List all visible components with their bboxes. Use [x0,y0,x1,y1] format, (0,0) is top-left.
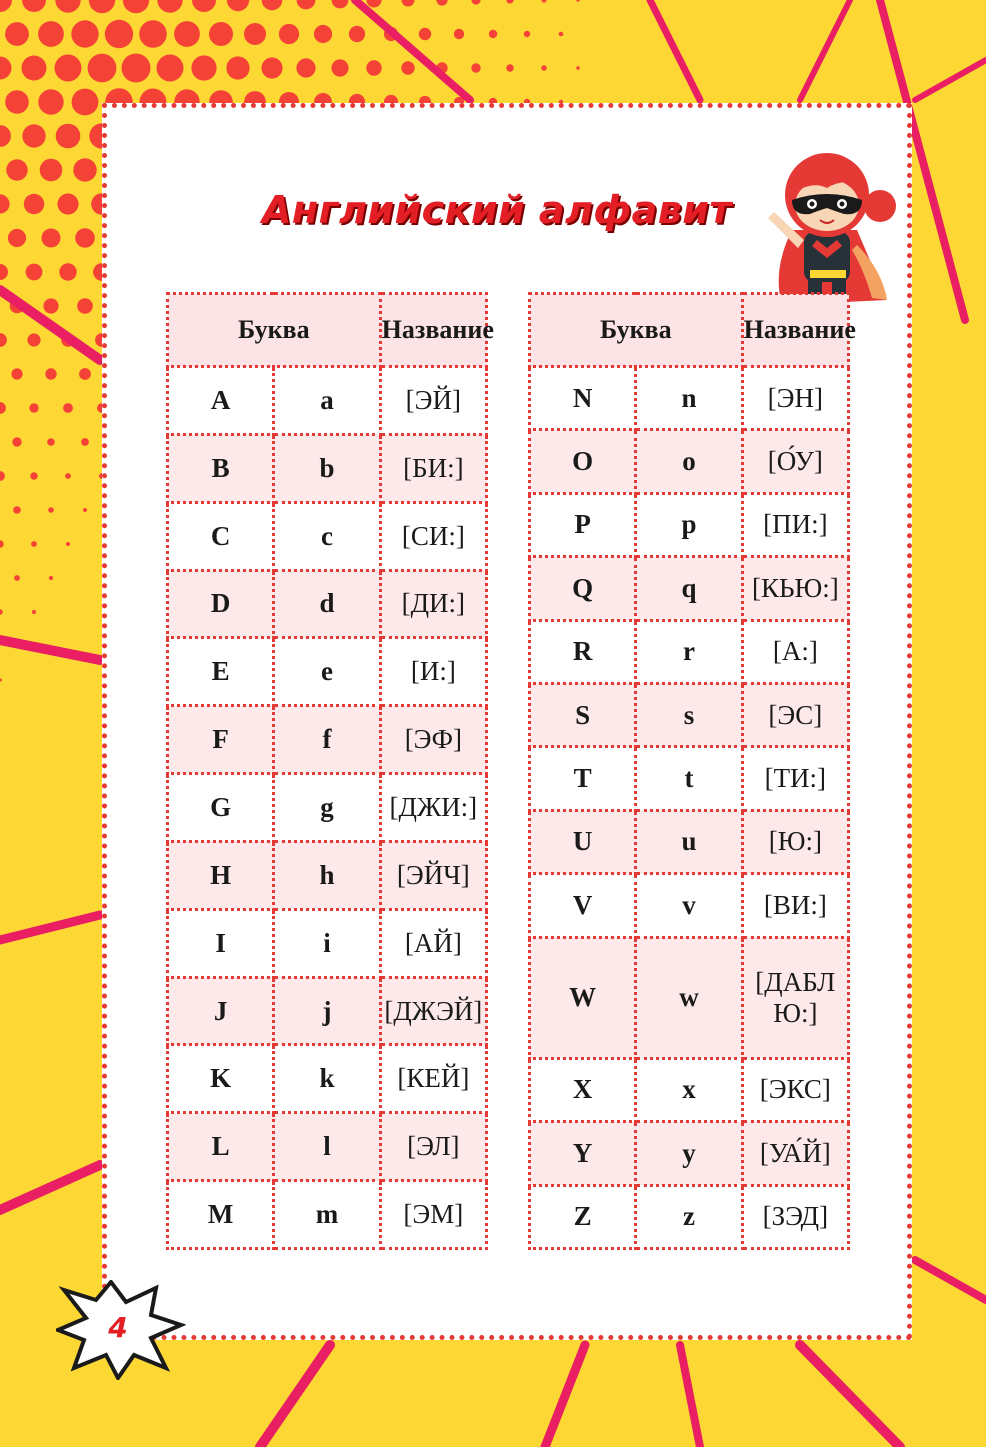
halftone-dot [55,0,80,13]
halftone-dot [24,194,44,214]
halftone-dot [38,89,63,114]
halftone-dot [26,264,43,281]
name-column-header: Название [380,294,486,367]
table-row [530,557,849,620]
halftone-dot [0,540,4,548]
halftone-dot [0,402,6,414]
halftone-dot [66,542,70,546]
uppercase-letter: B [168,434,274,502]
halftone-dot [401,61,414,74]
halftone-dot [244,23,266,45]
halftone-dot [77,298,93,314]
table-row [530,1058,849,1121]
uppercase-letter: Y [530,1122,636,1185]
halftone-dot [0,471,5,481]
lowercase-letter: o [636,430,742,493]
uppercase-letter: S [530,683,636,746]
alphabet-table-a-m [166,292,494,1250]
letter-name: [ЭФ] [380,706,486,774]
halftone-dot [38,21,64,47]
lowercase-letter: a [274,367,380,435]
halftone-dot [63,403,73,413]
alphabet-table-n-z [528,292,856,1250]
halftone-dot [12,437,21,446]
halftone-dot [31,541,37,547]
lowercase-letter: g [274,774,380,842]
lowercase-letter: s [636,683,742,746]
halftone-dot [42,229,61,248]
table-row [168,570,487,638]
lowercase-letter: f [274,706,380,774]
letter-name: [БИ:] [380,434,486,502]
halftone-dot [576,66,580,70]
table-header-row [168,294,487,367]
letter-name: [ДИ:] [380,570,486,638]
halftone-dot [139,20,167,48]
letter-name: [И:] [380,638,486,706]
table-row [168,841,487,909]
halftone-dot [489,30,497,38]
halftone-dot [8,229,26,247]
uppercase-letter: C [168,502,274,570]
halftone-dot [122,54,151,83]
uppercase-letter: A [168,367,274,435]
halftone-dot [157,55,184,82]
uppercase-letter: I [168,909,274,977]
table-row [168,774,487,842]
lowercase-letter: n [636,367,742,430]
lowercase-letter: r [636,620,742,683]
letter-name: [ЭЙ] [380,367,486,435]
halftone-dot [402,0,415,7]
halftone-dot [0,609,3,615]
halftone-dot [227,0,249,11]
halftone-dot [22,124,45,147]
uppercase-letter: H [168,841,274,909]
uppercase-letter: Z [530,1185,636,1249]
lowercase-letter: e [274,638,380,706]
halftone-dot [296,58,315,77]
letter-name: [Ю:] [742,810,848,873]
halftone-dot [419,28,431,40]
halftone-dot [43,298,58,313]
halftone-dot [5,90,29,114]
table-row [168,1045,487,1113]
uppercase-letter: R [530,620,636,683]
halftone-dot [65,473,71,479]
halftone-dot [506,64,513,71]
letter-name: [ЭМ] [380,1181,486,1249]
uppercase-letter: V [530,874,636,937]
halftone-dot [83,508,87,512]
table-row [168,502,487,570]
lowercase-letter: k [274,1045,380,1113]
uppercase-letter: G [168,774,274,842]
halftone-dot [0,125,11,147]
letter-name: [ДЖИ:] [380,774,486,842]
letter-name: [ТИ:] [742,747,848,810]
name-column-header: Название [742,294,848,367]
superhero-girl-icon [752,150,902,310]
halftone-dot [367,0,382,8]
halftone-dot [14,575,20,581]
table-row [530,874,849,937]
letter-name: [ДАБЛ Ю:] [742,937,848,1058]
halftone-dot [73,158,96,181]
letter-name: [А:] [742,620,848,683]
halftone-dot [524,31,530,37]
halftone-dot [559,32,564,37]
halftone-dot [88,54,117,83]
table-row [530,683,849,746]
table-row [530,367,849,430]
halftone-dot [541,0,546,3]
halftone-dot [261,57,282,78]
uppercase-letter: X [530,1058,636,1121]
uppercase-letter: Q [530,557,636,620]
halftone-dot [471,0,480,5]
uppercase-letter: L [168,1113,274,1181]
halftone-dot [75,228,95,248]
lowercase-letter: u [636,810,742,873]
halftone-dot [174,21,200,47]
lowercase-letter: i [274,909,380,977]
halftone-dot [226,56,249,79]
table-row [530,810,849,873]
halftone-dot [454,29,464,39]
page-title: Английский алфавит [262,188,732,232]
letter-name: [ЭС] [742,683,848,746]
halftone-dot [56,124,81,149]
uppercase-letter: O [530,430,636,493]
letter-name: [ЭН] [742,367,848,430]
halftone-dot [29,403,38,412]
halftone-dot [123,0,149,13]
letter-name: [АЙ] [380,909,486,977]
halftone-dot [13,506,21,514]
halftone-dot [105,20,133,48]
table-row [530,937,849,1058]
halftone-dot [366,60,381,75]
halftone-dot [48,507,54,513]
table-row [530,430,849,493]
uppercase-letter: F [168,706,274,774]
halftone-dot [331,59,348,76]
halftone-dot [471,63,480,72]
uppercase-letter: D [168,570,274,638]
halftone-dot [506,0,513,4]
lowercase-letter: d [274,570,380,638]
table-row [530,493,849,556]
halftone-dot [81,438,89,446]
halftone-dot [6,159,27,180]
letter-column-header: Буква [530,294,743,367]
uppercase-letter: U [530,810,636,873]
halftone-dot [59,263,76,280]
letter-name: [КЬЮ:] [742,557,848,620]
page-number: 4 [108,1311,128,1344]
table-row [168,638,487,706]
table-row [530,747,849,810]
halftone-dot [436,0,447,6]
letter-name: [СИ:] [380,502,486,570]
table-row [168,706,487,774]
lowercase-letter: h [274,841,380,909]
table-row [168,909,487,977]
lowercase-letter: m [274,1181,380,1249]
table-row [168,1113,487,1181]
halftone-dot [209,22,233,46]
halftone-dot [22,56,47,81]
halftone-dot [22,0,46,12]
halftone-dot [191,55,216,80]
uppercase-letter: P [530,493,636,556]
lowercase-letter: z [636,1185,742,1249]
letter-name: [ЭЛ] [380,1113,486,1181]
halftone-dot [576,0,579,2]
halftone-dot [47,438,55,446]
halftone-dot [192,0,216,12]
letter-name: [ДЖЭЙ] [380,977,486,1045]
letter-name: [О́У] [742,430,848,493]
lowercase-letter: l [274,1113,380,1181]
halftone-dot [57,193,78,214]
halftone-dot [30,472,37,479]
table-row [168,977,487,1045]
lowercase-letter: c [274,502,380,570]
halftone-dot [5,22,29,46]
uppercase-letter: K [168,1045,274,1113]
halftone-dot [0,0,12,12]
halftone-dot [40,159,63,182]
table-row [530,620,849,683]
lowercase-letter: t [636,747,742,810]
halftone-dot [0,194,10,213]
uppercase-letter: W [530,937,636,1058]
table-row [168,367,487,435]
halftone-dot [79,368,91,380]
halftone-dot [297,0,316,9]
letter-name: [ЗЭД] [742,1185,848,1249]
lowercase-letter: j [274,977,380,1045]
lowercase-letter: y [636,1122,742,1185]
letter-column-header: Буква [168,294,381,367]
letter-name: [ВИ:] [742,874,848,937]
lowercase-letter: x [636,1058,742,1121]
halftone-dot [0,264,8,280]
lowercase-letter: v [636,874,742,937]
halftone-dot [541,65,547,71]
lowercase-letter: w [636,937,742,1058]
uppercase-letter: E [168,638,274,706]
halftone-dot [0,333,7,347]
halftone-dot [89,0,115,13]
letter-name: [УА́Й] [742,1122,848,1185]
uppercase-letter: M [168,1181,274,1249]
halftone-dot [72,89,99,116]
halftone-dot [349,26,365,42]
uppercase-letter: J [168,977,274,1045]
table-row [530,1185,849,1249]
halftone-dot [0,678,2,682]
halftone-dot [71,20,98,47]
halftone-dot [314,25,332,43]
table-row [168,1181,487,1249]
halftone-dot [157,0,182,13]
letter-name: [ПИ:] [742,493,848,556]
halftone-dot [0,57,12,80]
halftone-dot [45,368,56,379]
halftone-dot [55,55,82,82]
lowercase-letter: p [636,493,742,556]
halftone-dot [332,0,349,8]
table-header-row [530,294,849,367]
table-row [168,434,487,502]
letter-name: [КЕЙ] [380,1045,486,1113]
lowercase-letter: q [636,557,742,620]
letter-name: [ЭЙЧ] [380,841,486,909]
halftone-dot [49,576,53,580]
halftone-dot [262,0,283,10]
uppercase-letter: T [530,747,636,810]
halftone-dot [27,333,40,346]
halftone-dot [11,368,22,379]
uppercase-letter: N [530,367,636,430]
letter-name: [ЭКС] [742,1058,848,1121]
lowercase-letter: b [274,434,380,502]
halftone-dot [279,24,299,44]
halftone-dot [32,610,36,614]
table-row [530,1122,849,1185]
